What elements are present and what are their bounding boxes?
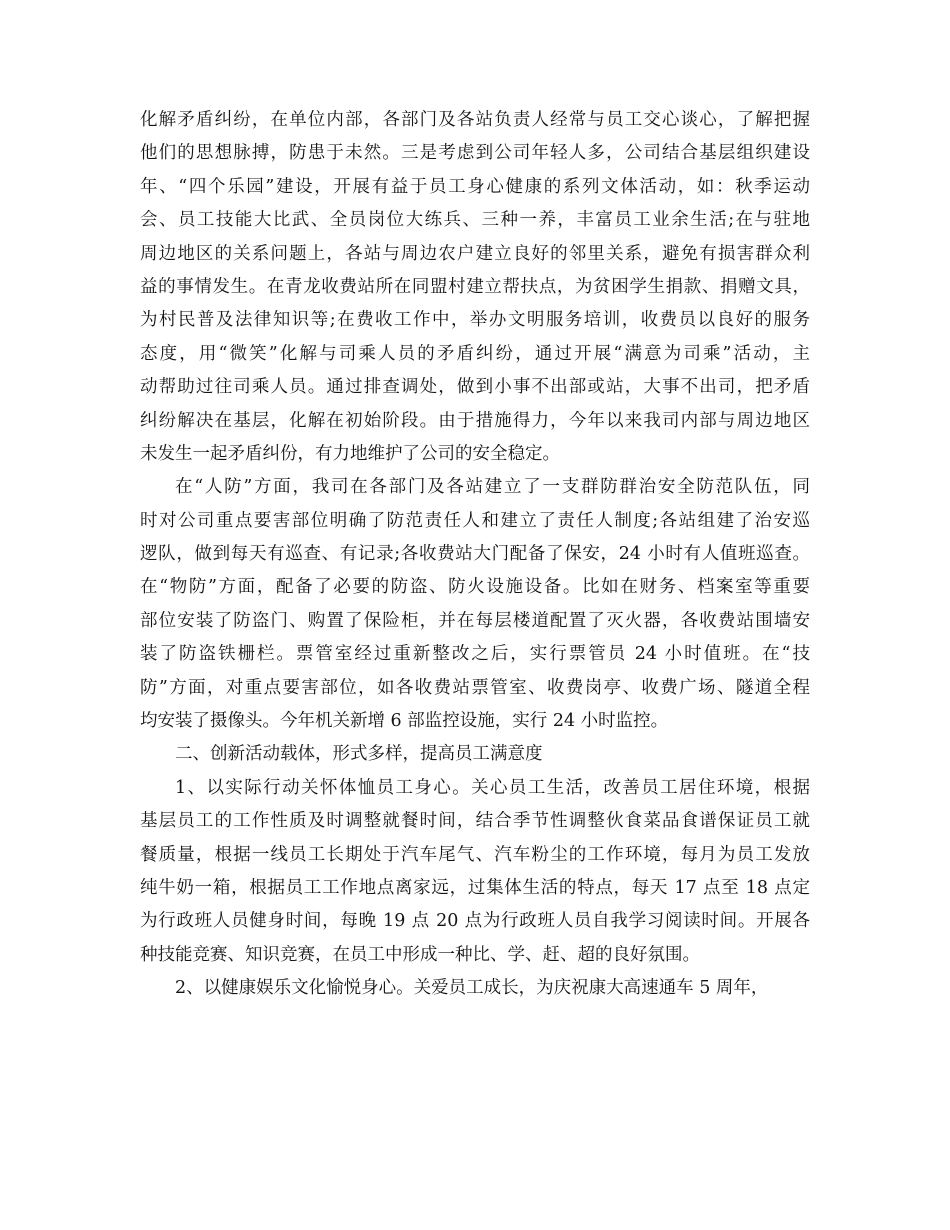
- text-line: 纠纷解决在基层，化解在初始阶段。由于措施得力，今年以来我司内部与周边地区: [140, 410, 810, 431]
- text-line: 均安装了摄像头。今年机关新增 6 部监控设施，实行 24 小时监控。: [140, 711, 669, 732]
- text-line: 2、以健康娱乐文化愉悦身心。关爱员工成长，为庆祝康大高速通车 5 周年，: [175, 978, 769, 999]
- text-line: 逻队，做到每天有巡查、有记录;各收费站大门配备了保安，24 小时有人值班巡查。: [140, 544, 810, 565]
- text-line: 餐质量，根据一线员工长期处于汽车尾气、汽车粉尘的工作环境，每月为员工发放: [140, 844, 810, 865]
- text-line: 基层员工的工作性质及时调整就餐时间，结合季节性调整伙食菜品食谱保证员工就: [140, 811, 810, 832]
- text-line: 化解矛盾纠纷，在单位内部，各部门及各站负责人经常与员工交心谈心，了解把握: [140, 110, 810, 130]
- paragraph-3: [140, 772, 810, 972]
- text-line: 态度，用“微笑”化解与司乘人员的矛盾纠纷，通过开展“满意为司乘”活动，主: [140, 343, 810, 364]
- text-line: 部位安装了防盗门、购置了保险柜，并在每层楼道配置了灭火器，各收费站围墙安: [140, 610, 810, 631]
- text-line: 他们的思想脉搏，防患于未然。三是考虑到公司年轻人多，公司结合基层组织建设: [140, 143, 810, 164]
- text-line: 在“物防”方面，配备了必要的防盗、防火设施设备。比如在财务、档案室等重要: [140, 577, 810, 598]
- paragraph-4: [140, 972, 810, 1005]
- document-page: [140, 104, 810, 1006]
- text-line: 时对公司重点要害部位明确了防范责任人和建立了责任人制度;各站组建了治安巡: [140, 510, 810, 531]
- text-line: 会、员工技能大比武、全员岗位大练兵、三种一养，丰富员工业余生活;在与驻地: [140, 210, 810, 231]
- text-line: 未发生一起矛盾纠份，有力地维护了公司的安全稳定。: [140, 443, 560, 464]
- text-line: 1、以实际行动关怀体恤员工身心。关心员工生活，改善员工居住环境，根据: [175, 777, 810, 798]
- heading-text: 二、创新活动载体，形式多样，提高员工满意度: [175, 744, 543, 765]
- text-line: 动帮助过往司乘人员。通过排查调处，做到小事不出部或站，大事不出司，把矛盾: [140, 377, 810, 398]
- text-line: 在“人防”方面，我司在各部门及各站建立了一支群防群治安全防范队伍，同: [175, 477, 810, 498]
- text-line: 周边地区的关系问题上，各站与周边农户建立良好的邻里关系，避免有损害群众利: [140, 243, 810, 264]
- text-line: 益的事情发生。在青龙收费站所在同盟村建立帮扶点，为贫困学生捐款、捐赠文具，: [140, 276, 810, 297]
- text-line: 种技能竞赛、知识竞赛，在员工中形成一种比、学、赶、超的良好氛围。: [140, 944, 700, 965]
- text-line: 为村民普及法律知识等;在费收工作中，举办文明服务培训，收费员以良好的服务: [140, 310, 810, 331]
- text-line: 为行政班人员健身时间，每晚 19 点 20 点为行政班人员自我学习阅读时间。开展各: [140, 911, 810, 932]
- paragraph-1: [140, 104, 810, 471]
- text-line: 纯牛奶一箱，根据员工工作地点离家远，过集体生活的特点，每天 17 点至 18 点定: [140, 877, 810, 898]
- text-line: 装了防盗铁栅栏。票管室经过重新整改之后，实行票管员 24 小时值班。在“技: [140, 644, 810, 665]
- text-line: 防”方面，对重点要害部位，如各收费站票管室、收费岗亭、收费广场、隧道全程: [140, 677, 810, 698]
- section-heading: [140, 738, 810, 771]
- text-line: 年、“四个乐园”建设，开展有益于员工身心健康的系列文体活动，如：秋季运动: [140, 176, 810, 197]
- paragraph-2: [140, 471, 810, 738]
